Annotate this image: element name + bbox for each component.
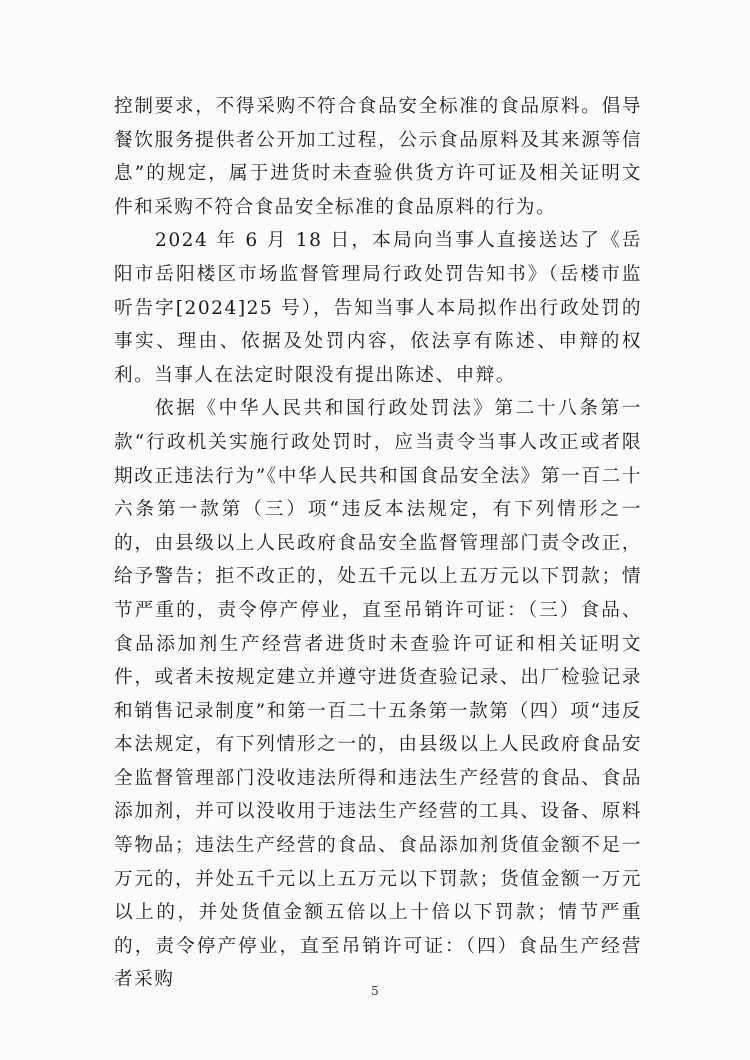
paragraph-continuation: 控制要求，不得采购不符合食品安全标准的食品原料。倡导餐饮服务提供者公开加工过程，公示食品原料及其来源等信息”的规定，属于进货时未查验供货方许可证及相关证明文件和采购不符合食品安全标准的食品原料的行为。: [114, 96, 642, 218]
body-text: [114, 90, 642, 997]
paragraph-legal-basis: 依据《中华人民共和国行政处罚法》第二十八条第一款“行政机关实施行政处罚时，应当责令当事人改正或者限期改正违法行为”《中华人民共和国食品安全法》第一百二十六条第一款第（三）项“违反本法规定，有下列情形之一的，由县级以上人民政府食品安全监督管理部门责令改正，给予警告；拒不改正的，处五千元以上五万元以下罚款；情节严重的，责令停产停业，直至吊销许可证：（三）食品、食品添加剂生产经营者进货时未查验许可证和相关证明文件，或者未按规定建立并遵守进货查验记录、出厂检验记录和销售记录制度”和第一百二十五条第一款第（四）项“违反本法规定，有下列情形之一的，由县级以上人民政府食品安全监督管理部门没收违法所得和违法生产经营的食品、食品添加剂，并可以没收用于违法生产经营的工具、设备、原料等物品；违法生产经营的食品、食品添加剂货值金额不足一万元的，并处五千元以上五万元以下罚款；货值金额一万元以上的，并处货值金额五倍以上十倍以下罚款；情节严重的，责令停产停业，直至吊销许可证：（四）食品生产经营者采购: [114, 398, 642, 991]
paragraph-notice-delivery: 2024 年 6 月 18 日，本局向当事人直接送达了《岳阳市岳阳楼区市场监督管理局行政处罚告知书》（岳楼市监听告字[2024]25 号），告知当事人本局拟作出行政处罚的事实、理由、依据及处罚内容，依法享有陈述、申辩的权利。当事人在法定时限没有提出陈述、申辩。: [114, 230, 642, 386]
page-number: 5: [371, 984, 379, 998]
